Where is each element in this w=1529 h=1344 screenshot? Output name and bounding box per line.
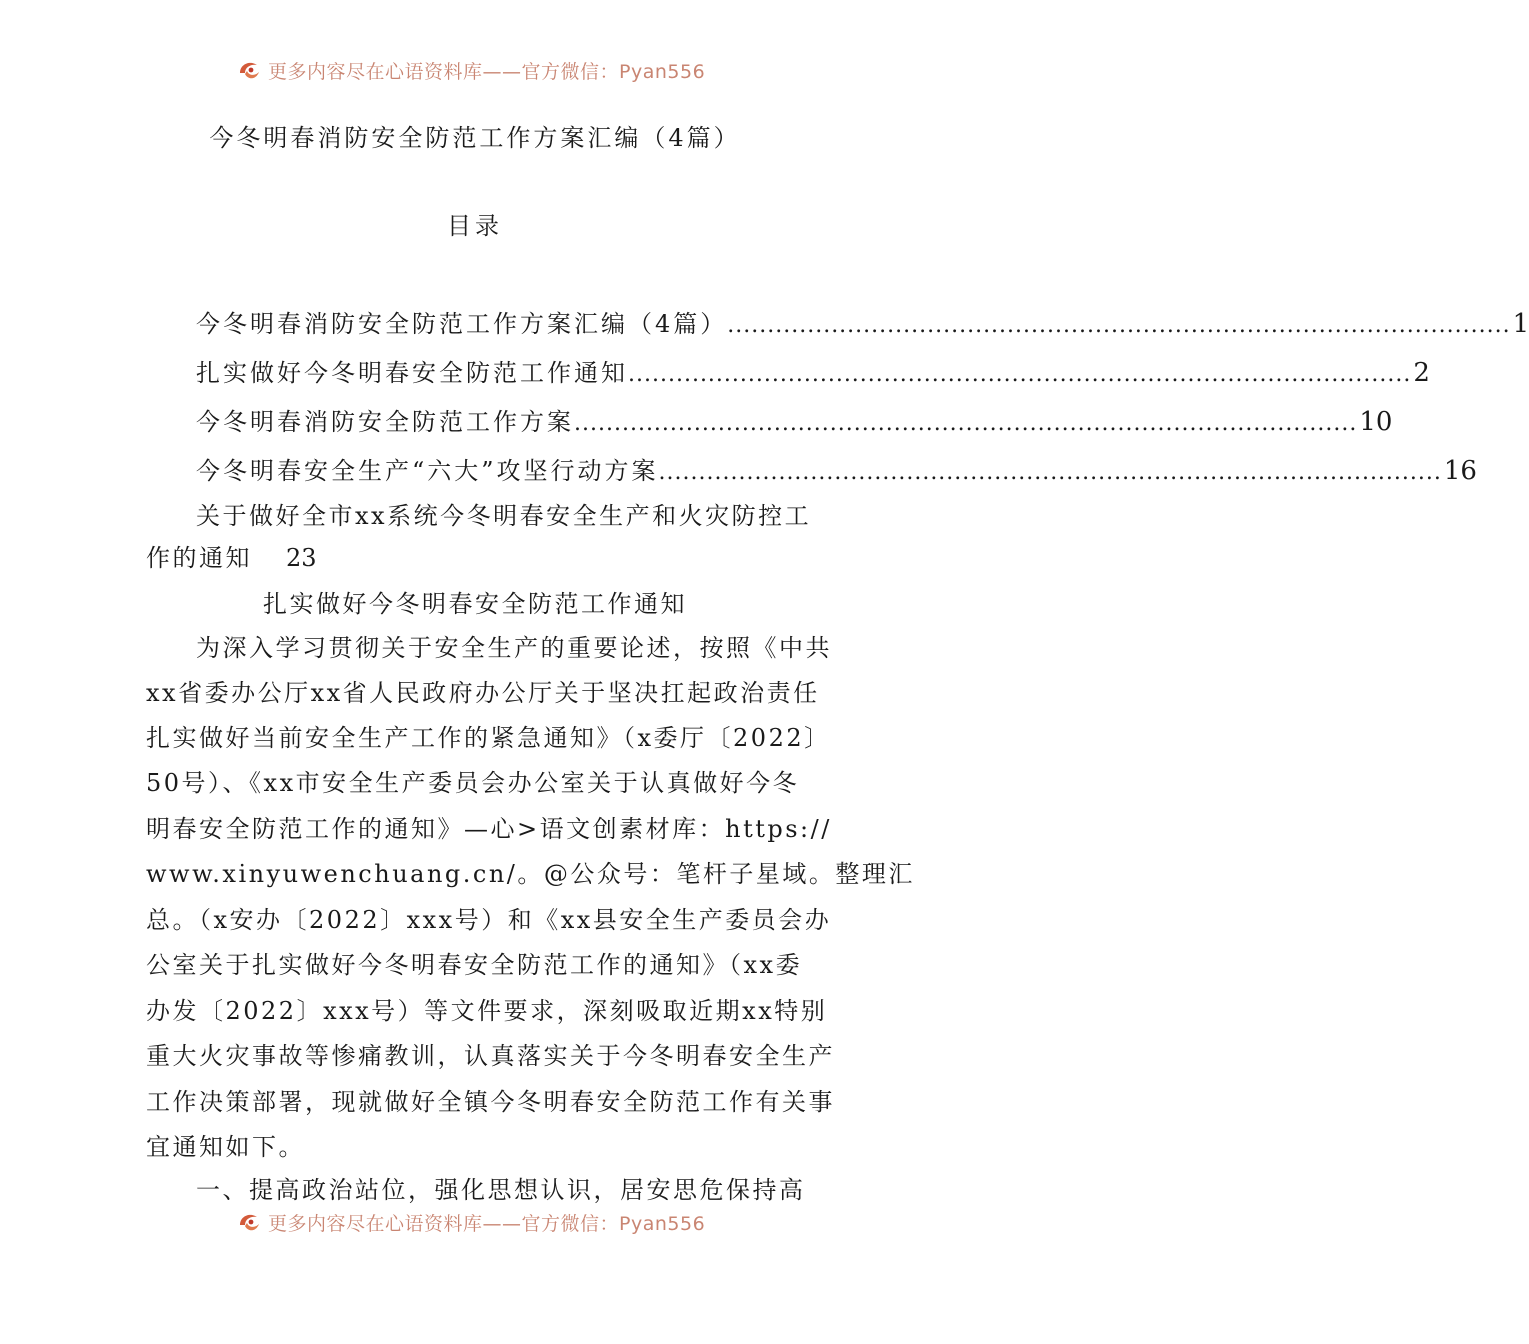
toc-entry-title-line1[interactable]: 关于做好全市xx系统今冬明春安全生产和火灾防控工 <box>196 502 812 530</box>
toc-entry[interactable] <box>196 402 1393 438</box>
toc-leader-dots <box>574 411 1357 436</box>
toc-entry-page: 1 <box>1512 309 1529 339</box>
body-line: 总。（x安办〔2022〕xxx号）和《xx县安全生产委员会办 <box>146 906 832 934</box>
body-line: 重大火灾事故等惨痛教训，认真落实关于今冬明春安全生产 <box>146 1042 835 1070</box>
toc-entry-page: 23 <box>286 544 317 572</box>
body-line: 宜通知如下。 <box>146 1133 305 1161</box>
toc-entry-title: 扎实做好今冬明春安全防范工作通知 <box>196 359 628 387</box>
toc-entry-page: 10 <box>1359 407 1393 437</box>
body-line: 工作决策部署，现就做好全镇今冬明春安全防范工作有关事 <box>146 1088 835 1116</box>
section-title: 扎实做好今冬明春安全防范工作通知 <box>263 590 687 618</box>
toc-entry-last[interactable] <box>146 538 808 578</box>
toc-entry-title: 今冬明春消防安全防范工作方案汇编（4篇） <box>196 310 728 338</box>
watermark-header <box>236 56 736 84</box>
body-line: 为深入学习贯彻关于安全生产的重要论述，按照《中共 <box>196 634 832 662</box>
body-line: www.xinyuwenchuang.cn/。@公众号：笔杆子星域。整理汇 <box>146 860 915 888</box>
toc-heading: 目录 <box>447 212 503 240</box>
toc-entry-page: 2 <box>1413 358 1430 388</box>
toc-entry-page: 16 <box>1443 456 1477 486</box>
body-line: 办发〔2022〕xxx号）等文件要求，深刻吸取近期xx特别 <box>146 997 828 1025</box>
body-line: 50号）、《xx市安全生产委员会办公室关于认真做好今冬 <box>146 769 800 797</box>
toc-entry[interactable] <box>196 304 1529 340</box>
toc-entry[interactable] <box>196 451 1477 487</box>
toc-entry-title: 今冬明春消防安全防范工作方案 <box>196 408 574 436</box>
toc-entry[interactable] <box>196 353 1430 389</box>
toc-entry-title: 今冬明春安全生产“六大”攻坚行动方案 <box>196 457 659 485</box>
body-line: xx省委办公厅xx省人民政府办公厅关于坚决扛起政治责任 <box>146 679 820 707</box>
toc-entry-title-line2: 作的通知 <box>146 544 252 572</box>
body-line: 公室关于扎实做好今冬明春安全防范工作的通知》（xx委 <box>146 951 803 979</box>
watermark-text: 更多内容尽在心语资料库——官方微信：Pyan556 <box>268 1212 706 1235</box>
watermark-text: 更多内容尽在心语资料库——官方微信：Pyan556 <box>268 60 706 83</box>
body-line: 扎实做好当前安全生产工作的紧急通知》（x委厅〔2022〕 <box>146 724 831 752</box>
toc-leader-dots <box>727 313 1510 338</box>
heading-level-1: 一、提高政治站位，强化思想认识，居安思危保持高 <box>196 1176 806 1204</box>
toc-leader-dots <box>659 460 1442 485</box>
watermark-logo-icon <box>236 57 262 83</box>
document-title: 今冬明春消防安全防范工作方案汇编（4篇） <box>209 124 741 152</box>
body-line: 明春安全防范工作的通知》—心>语文创素材库：https:// <box>146 815 832 843</box>
toc-leader-dots <box>628 362 1411 387</box>
watermark-footer <box>236 1208 736 1236</box>
watermark-logo-icon <box>236 1209 262 1235</box>
